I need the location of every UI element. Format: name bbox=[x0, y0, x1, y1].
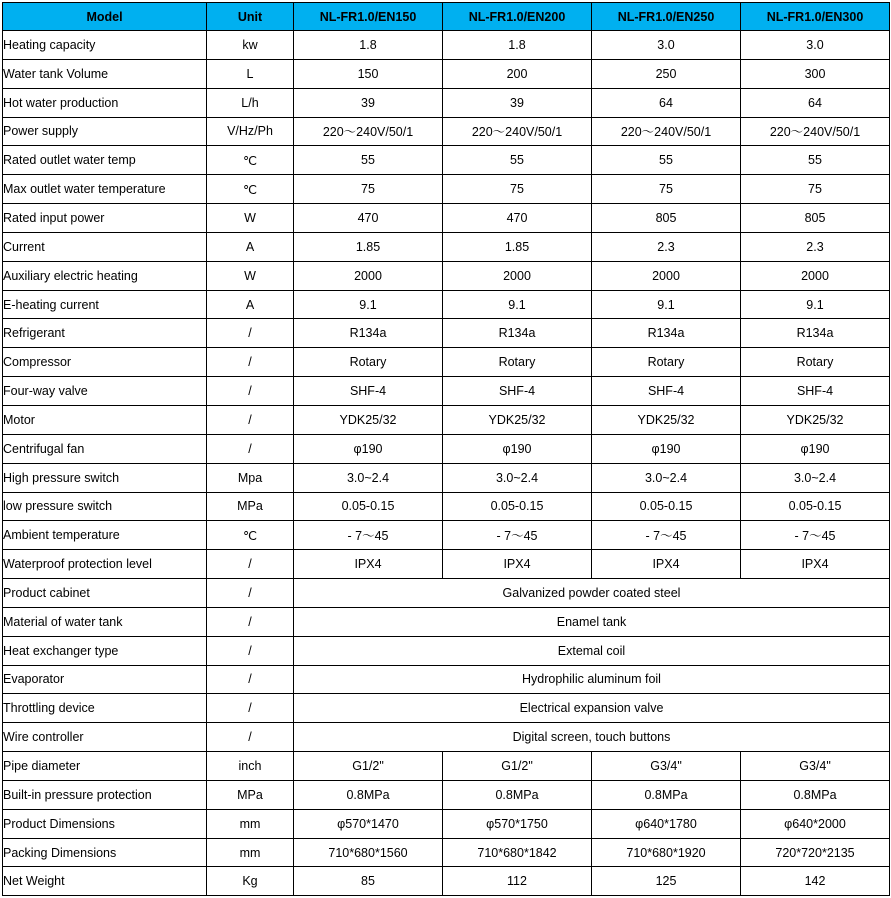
row-value-model-1: SHF-4 bbox=[294, 377, 443, 406]
row-merged-value: Hydrophilic aluminum foil bbox=[294, 665, 890, 694]
row-value-model-4: - 7～45 bbox=[741, 521, 890, 550]
row-value-model-1: 55 bbox=[294, 146, 443, 175]
row-value-model-4: 75 bbox=[741, 175, 890, 204]
row-unit: Kg bbox=[207, 867, 294, 896]
row-unit: / bbox=[207, 723, 294, 752]
row-parameter: Max outlet water temperature bbox=[3, 175, 207, 204]
row-unit: / bbox=[207, 579, 294, 608]
row-value-model-4: 64 bbox=[741, 88, 890, 117]
table-row bbox=[3, 579, 890, 608]
row-value-model-3: YDK25/32 bbox=[592, 405, 741, 434]
row-value-model-2: 39 bbox=[443, 88, 592, 117]
row-parameter: Material of water tank bbox=[3, 607, 207, 636]
table-row bbox=[3, 204, 890, 233]
row-value-model-2: 1.85 bbox=[443, 232, 592, 261]
row-value-model-1: 470 bbox=[294, 204, 443, 233]
row-parameter: Built-in pressure protection bbox=[3, 780, 207, 809]
row-value-model-3: 55 bbox=[592, 146, 741, 175]
row-unit: mm bbox=[207, 838, 294, 867]
row-parameter: High pressure switch bbox=[3, 463, 207, 492]
row-value-model-4: 805 bbox=[741, 204, 890, 233]
row-value-model-2: SHF-4 bbox=[443, 377, 592, 406]
row-value-model-4: 9.1 bbox=[741, 290, 890, 319]
row-value-model-1: 0.8MPa bbox=[294, 780, 443, 809]
row-parameter: Product cabinet bbox=[3, 579, 207, 608]
header-model: Model bbox=[3, 3, 207, 31]
row-value-model-1: 85 bbox=[294, 867, 443, 896]
row-value-model-2: 2000 bbox=[443, 261, 592, 290]
row-unit: / bbox=[207, 694, 294, 723]
table-row bbox=[3, 377, 890, 406]
row-value-model-4: 142 bbox=[741, 867, 890, 896]
row-value-model-1: 1.8 bbox=[294, 31, 443, 60]
row-value-model-3: 2000 bbox=[592, 261, 741, 290]
row-value-model-1: 0.05-0.15 bbox=[294, 492, 443, 521]
row-value-model-2: 220～240V/50/1 bbox=[443, 117, 592, 146]
row-value-model-4: YDK25/32 bbox=[741, 405, 890, 434]
row-value-model-3: 125 bbox=[592, 867, 741, 896]
row-value-model-4: IPX4 bbox=[741, 550, 890, 579]
row-value-model-1: 1.85 bbox=[294, 232, 443, 261]
row-value-model-3: 75 bbox=[592, 175, 741, 204]
row-parameter: Refrigerant bbox=[3, 319, 207, 348]
row-value-model-4: 55 bbox=[741, 146, 890, 175]
row-value-model-4: 3.0 bbox=[741, 31, 890, 60]
row-unit: A bbox=[207, 232, 294, 261]
row-parameter: Packing Dimensions bbox=[3, 838, 207, 867]
row-value-model-2: YDK25/32 bbox=[443, 405, 592, 434]
row-unit: / bbox=[207, 636, 294, 665]
row-parameter: Auxiliary electric heating bbox=[3, 261, 207, 290]
row-parameter: Water tank Volume bbox=[3, 59, 207, 88]
row-unit: ℃ bbox=[207, 175, 294, 204]
table-row bbox=[3, 694, 890, 723]
row-value-model-2: φ570*1750 bbox=[443, 809, 592, 838]
row-unit: W bbox=[207, 204, 294, 233]
row-unit: / bbox=[207, 319, 294, 348]
table-row bbox=[3, 521, 890, 550]
row-value-model-3: 710*680*1920 bbox=[592, 838, 741, 867]
row-parameter: Rated input power bbox=[3, 204, 207, 233]
table-row bbox=[3, 434, 890, 463]
table-body bbox=[3, 31, 890, 896]
table-row bbox=[3, 405, 890, 434]
row-parameter: Four-way valve bbox=[3, 377, 207, 406]
row-parameter: Ambient temperature bbox=[3, 521, 207, 550]
row-value-model-4: 3.0~2.4 bbox=[741, 463, 890, 492]
row-value-model-3: 2.3 bbox=[592, 232, 741, 261]
row-value-model-1: 2000 bbox=[294, 261, 443, 290]
row-value-model-1: - 7～45 bbox=[294, 521, 443, 550]
row-unit: / bbox=[207, 665, 294, 694]
row-parameter: Net Weight bbox=[3, 867, 207, 896]
row-value-model-1: 150 bbox=[294, 59, 443, 88]
row-value-model-1: 710*680*1560 bbox=[294, 838, 443, 867]
row-parameter: Rated outlet water temp bbox=[3, 146, 207, 175]
table-row bbox=[3, 232, 890, 261]
row-value-model-2: 470 bbox=[443, 204, 592, 233]
table-header bbox=[3, 3, 890, 31]
table-row bbox=[3, 261, 890, 290]
row-value-model-1: 9.1 bbox=[294, 290, 443, 319]
row-value-model-1: 75 bbox=[294, 175, 443, 204]
row-value-model-2: G1/2" bbox=[443, 752, 592, 781]
row-value-model-3: φ190 bbox=[592, 434, 741, 463]
row-value-model-4: 220～240V/50/1 bbox=[741, 117, 890, 146]
header-model-2: NL-FR1.0/EN200 bbox=[443, 3, 592, 31]
row-unit: L bbox=[207, 59, 294, 88]
row-value-model-4: 2000 bbox=[741, 261, 890, 290]
table-row bbox=[3, 838, 890, 867]
table-row bbox=[3, 665, 890, 694]
row-unit: V/Hz/Ph bbox=[207, 117, 294, 146]
header-row bbox=[3, 3, 890, 31]
row-parameter: Centrifugal fan bbox=[3, 434, 207, 463]
row-value-model-4: 2.3 bbox=[741, 232, 890, 261]
row-parameter: Motor bbox=[3, 405, 207, 434]
row-parameter: low pressure switch bbox=[3, 492, 207, 521]
table-row bbox=[3, 809, 890, 838]
row-value-model-3: 0.8MPa bbox=[592, 780, 741, 809]
row-value-model-1: G1/2" bbox=[294, 752, 443, 781]
row-value-model-2: 1.8 bbox=[443, 31, 592, 60]
row-value-model-4: Rotary bbox=[741, 348, 890, 377]
table-row bbox=[3, 607, 890, 636]
row-parameter: Hot water production bbox=[3, 88, 207, 117]
table-row bbox=[3, 59, 890, 88]
table-row bbox=[3, 463, 890, 492]
table-row bbox=[3, 636, 890, 665]
table-row bbox=[3, 117, 890, 146]
table-row bbox=[3, 752, 890, 781]
spec-table bbox=[2, 2, 890, 896]
row-value-model-4: 720*720*2135 bbox=[741, 838, 890, 867]
row-parameter: Heat exchanger type bbox=[3, 636, 207, 665]
row-value-model-2: φ190 bbox=[443, 434, 592, 463]
row-value-model-2: 3.0~2.4 bbox=[443, 463, 592, 492]
row-value-model-3: SHF-4 bbox=[592, 377, 741, 406]
row-unit: W bbox=[207, 261, 294, 290]
row-value-model-3: G3/4" bbox=[592, 752, 741, 781]
row-unit: / bbox=[207, 607, 294, 636]
row-value-model-2: 200 bbox=[443, 59, 592, 88]
row-unit: A bbox=[207, 290, 294, 319]
row-parameter: E-heating current bbox=[3, 290, 207, 319]
row-unit: MPa bbox=[207, 492, 294, 521]
row-value-model-4: 300 bbox=[741, 59, 890, 88]
row-unit: / bbox=[207, 434, 294, 463]
row-value-model-4: φ640*2000 bbox=[741, 809, 890, 838]
row-parameter: Waterproof protection level bbox=[3, 550, 207, 579]
row-parameter: Heating capacity bbox=[3, 31, 207, 60]
table-row bbox=[3, 88, 890, 117]
row-value-model-3: φ640*1780 bbox=[592, 809, 741, 838]
row-value-model-1: R134a bbox=[294, 319, 443, 348]
row-unit: / bbox=[207, 348, 294, 377]
row-unit: Mpa bbox=[207, 463, 294, 492]
row-value-model-2: R134a bbox=[443, 319, 592, 348]
row-value-model-4: G3/4" bbox=[741, 752, 890, 781]
row-unit: ℃ bbox=[207, 521, 294, 550]
row-unit: MPa bbox=[207, 780, 294, 809]
row-value-model-1: IPX4 bbox=[294, 550, 443, 579]
header-model-3: NL-FR1.0/EN250 bbox=[592, 3, 741, 31]
row-value-model-4: R134a bbox=[741, 319, 890, 348]
table-row bbox=[3, 290, 890, 319]
row-parameter: Current bbox=[3, 232, 207, 261]
table-row bbox=[3, 31, 890, 60]
table-row bbox=[3, 723, 890, 752]
row-value-model-4: SHF-4 bbox=[741, 377, 890, 406]
table-row bbox=[3, 780, 890, 809]
row-parameter: Evaporator bbox=[3, 665, 207, 694]
row-value-model-3: 805 bbox=[592, 204, 741, 233]
row-value-model-3: IPX4 bbox=[592, 550, 741, 579]
table-row bbox=[3, 550, 890, 579]
row-value-model-4: φ190 bbox=[741, 434, 890, 463]
row-value-model-1: 220～240V/50/1 bbox=[294, 117, 443, 146]
row-value-model-2: 710*680*1842 bbox=[443, 838, 592, 867]
row-parameter: Power supply bbox=[3, 117, 207, 146]
row-value-model-1: φ190 bbox=[294, 434, 443, 463]
row-value-model-3: 3.0~2.4 bbox=[592, 463, 741, 492]
row-value-model-2: - 7～45 bbox=[443, 521, 592, 550]
table-row bbox=[3, 146, 890, 175]
row-unit: / bbox=[207, 405, 294, 434]
row-value-model-2: 75 bbox=[443, 175, 592, 204]
row-value-model-4: 0.8MPa bbox=[741, 780, 890, 809]
row-value-model-4: 0.05-0.15 bbox=[741, 492, 890, 521]
row-parameter: Wire controller bbox=[3, 723, 207, 752]
row-value-model-1: φ570*1470 bbox=[294, 809, 443, 838]
row-parameter: Throttling device bbox=[3, 694, 207, 723]
row-merged-value: Galvanized powder coated steel bbox=[294, 579, 890, 608]
row-unit: kw bbox=[207, 31, 294, 60]
row-parameter: Compressor bbox=[3, 348, 207, 377]
row-value-model-3: 3.0 bbox=[592, 31, 741, 60]
table-row bbox=[3, 867, 890, 896]
row-unit: / bbox=[207, 550, 294, 579]
row-value-model-2: 112 bbox=[443, 867, 592, 896]
row-merged-value: Electrical expansion valve bbox=[294, 694, 890, 723]
table-row bbox=[3, 319, 890, 348]
row-value-model-3: 250 bbox=[592, 59, 741, 88]
row-merged-value: Enamel tank bbox=[294, 607, 890, 636]
table-row bbox=[3, 492, 890, 521]
row-value-model-3: R134a bbox=[592, 319, 741, 348]
row-parameter: Pipe diameter bbox=[3, 752, 207, 781]
row-unit: ℃ bbox=[207, 146, 294, 175]
table-row bbox=[3, 175, 890, 204]
row-parameter: Product Dimensions bbox=[3, 809, 207, 838]
row-merged-value: Extemal coil bbox=[294, 636, 890, 665]
row-value-model-2: IPX4 bbox=[443, 550, 592, 579]
row-value-model-3: 9.1 bbox=[592, 290, 741, 319]
row-value-model-3: 64 bbox=[592, 88, 741, 117]
header-model-1: NL-FR1.0/EN150 bbox=[294, 3, 443, 31]
row-value-model-1: YDK25/32 bbox=[294, 405, 443, 434]
row-value-model-2: Rotary bbox=[443, 348, 592, 377]
row-unit: L/h bbox=[207, 88, 294, 117]
row-value-model-1: 3.0~2.4 bbox=[294, 463, 443, 492]
row-value-model-2: 0.05-0.15 bbox=[443, 492, 592, 521]
row-value-model-1: Rotary bbox=[294, 348, 443, 377]
header-model-4: NL-FR1.0/EN300 bbox=[741, 3, 890, 31]
row-value-model-3: Rotary bbox=[592, 348, 741, 377]
row-unit: inch bbox=[207, 752, 294, 781]
row-value-model-2: 0.8MPa bbox=[443, 780, 592, 809]
row-value-model-2: 55 bbox=[443, 146, 592, 175]
table-row bbox=[3, 348, 890, 377]
row-value-model-3: 0.05-0.15 bbox=[592, 492, 741, 521]
row-value-model-1: 39 bbox=[294, 88, 443, 117]
row-value-model-3: 220～240V/50/1 bbox=[592, 117, 741, 146]
row-value-model-3: - 7～45 bbox=[592, 521, 741, 550]
row-unit: mm bbox=[207, 809, 294, 838]
header-unit: Unit bbox=[207, 3, 294, 31]
row-merged-value: Digital screen, touch buttons bbox=[294, 723, 890, 752]
row-unit: / bbox=[207, 377, 294, 406]
row-value-model-2: 9.1 bbox=[443, 290, 592, 319]
